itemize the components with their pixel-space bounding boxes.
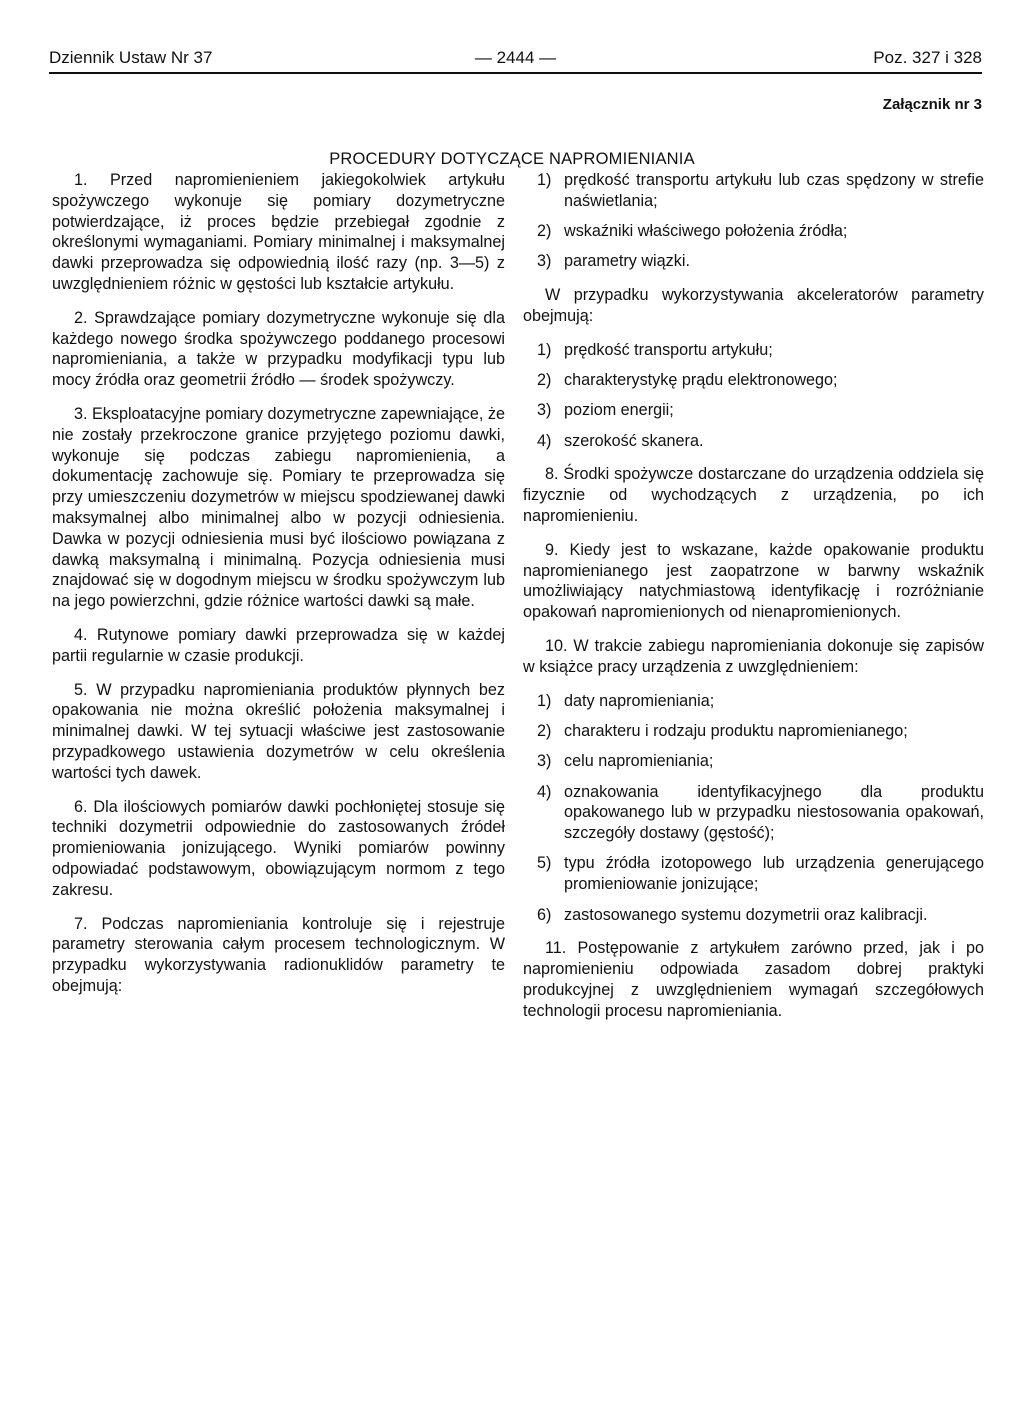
position-reference: Poz. 327 i 328 [873, 48, 982, 67]
list-number: 2) [537, 721, 552, 740]
paragraph-11: 11. Postępowanie z artykułem zarówno przed, jak i po napromienieniu odpowiada zasadom dobrej praktyki produkcyjnej z uwzględnieniem wymagań szczegółowych technologii procesu napromieniania. [523, 939, 984, 1020]
list-number: 1) [537, 340, 552, 359]
right-column [523, 170, 984, 1035]
paragraph-7: 7. Podczas napromieniania kontroluje się i rejestruje parametry sterowania całym procesem technologicznym. W przypadku wykorzystywania radionuklidów parametry te obejmują: [52, 914, 505, 995]
list-number: 4) [537, 782, 552, 801]
list-number: 2) [537, 222, 552, 241]
document-title: PROCEDURY DOTYCZĄCE NAPROMIENIANIA [329, 150, 695, 168]
list-text: daty napromieniania; [564, 691, 715, 710]
list-text: prędkość transportu artykułu lub czas spędzony w strefie naświetlania; [564, 171, 984, 210]
list-number: 3) [537, 752, 552, 771]
paragraph-4: 4. Rutynowe pomiary dawki przeprowadza się w każdej partii regularnie w czasie produkcji. [52, 625, 505, 665]
accelerator-param-item [523, 370, 984, 391]
list-number: 3) [537, 401, 552, 420]
paragraph-1: 1. Przed napromienieniem jakiegokolwiek artykułu spożywczego wykonuje się pomiary dozymetryczne potwierdzające, iż proces będzie przebiegał zgodnie z określonymi wymaganiami. Pomiary minimalnej i maksymalnej dawki przeprowadza się odpowiednią ilość razy (np. 3—5) z uwzględnieniem różnic w gęstości lub kształcie artykułu. [52, 171, 505, 293]
list-text: wskaźniki właściwego położenia źródła; [564, 222, 848, 241]
list-number: 1) [537, 691, 552, 710]
list-text: parametry wiązki. [564, 252, 690, 271]
list-text: poziom energii; [564, 401, 674, 420]
radionuclide-param-item [523, 251, 984, 272]
list-number: 5) [537, 854, 552, 873]
record-item [523, 853, 984, 895]
page-header [49, 46, 982, 74]
list-text: prędkość transportu artykułu; [564, 340, 773, 359]
paragraph-10: 10. W trakcie zabiegu napromieniania dokonuje się zapisów w książce pracy urządzenia z uwzględnieniem: [523, 637, 984, 676]
accelerator-param-item [523, 400, 984, 421]
list-text: zastosowanego systemu dozymetrii oraz kalibracji. [564, 905, 928, 924]
accelerator-param-item [523, 340, 984, 361]
list-text: charakteru i rodzaju produktu napromienianego; [564, 721, 908, 740]
list-number: 3) [537, 252, 552, 271]
record-item [523, 905, 984, 926]
list-text: szerokość skanera. [564, 431, 704, 450]
journal-name: Dziennik Ustaw Nr 37 [49, 48, 213, 67]
list-number: 2) [537, 371, 552, 390]
list-text: oznakowania identyfikacyjnego dla produktu opakowanego lub w przypadku niestosowania opakowań, szczegóły dostawy (gęstość); [564, 782, 984, 843]
paragraph-2: 2. Sprawdzające pomiary dozymetryczne wykonuje się dla każdego nowego środka spożywczego poddanego procesowi napromieniania, a także w przypadku modyfikacji typu lub mocy źródła oraz geometrii źródło — środek spożywczy. [52, 308, 505, 390]
record-item [523, 691, 984, 712]
accelerator-param-item [523, 431, 984, 452]
list-text: typu źródła izotopowego lub urządzenia generującego promieniowanie jonizujące; [564, 854, 984, 894]
paragraph-6: 6. Dla ilościowych pomiarów dawki pochłoniętej stosuje się techniki dozymetrii odpowiednie do zastosowanych źródeł promieniowania jonizującego. Wyniki pomiarów powinny odpowiadać podstawowym, obowiązującym normom z tego zakresu. [52, 797, 505, 899]
radionuclide-param-item [523, 170, 984, 212]
paragraph-3: 3. Eksploatacyjne pomiary dozymetryczne zapewniające, że nie zostały przekroczone granice przyjętego poziomu dawki, wykonuje się podczas zabiegu napromienienia, a dokumentację zachowuje się. Pomiary te przeprowadza się przy umieszczeniu dozymetrów w miejscu spodziewanej dawki maksymalnej albo minimalnej albo w pozycji odniesienia. Dawka w pozycji odniesienia musi być ilościowo powiązana z dawką maksymalną i minimalną. Pozycja odniesienia musi znajdować się w dogodnym miejscu w środku spożywczym lub na jego powierzchni, gdzie różnice wartości dawki są małe. [52, 404, 505, 611]
page-number: — 2444 — [474, 48, 557, 67]
list-number: 4) [537, 431, 552, 450]
paragraph-5: 5. W przypadku napromieniania produktów płynnych bez opakowania nie można określić położenia maksymalnej i minimalnej dawki. W tej sytuacji właściwe jest zastosowanie przypadkowego ustawienia dozymetrów w celu określenia wartości tych dawek. [52, 680, 505, 782]
record-item [523, 782, 984, 844]
paragraph-9: 9. Kiedy jest to wskazane, każde opakowanie produktu napromienianego jest zaopatrzone w barwny wskaźnik umożliwiający natychmiastową identyfikację i rozróżnianie opakowań napromienionych od nienapromienionych. [523, 540, 984, 622]
left-column [52, 170, 505, 1010]
list-text: charakterystykę prądu elektronowego; [564, 371, 838, 390]
record-item [523, 721, 984, 742]
list-number: 1) [537, 171, 552, 189]
list-number: 6) [537, 905, 552, 924]
record-item [523, 751, 984, 772]
radionuclide-param-item [523, 221, 984, 242]
accelerator-intro: W przypadku wykorzystywania akceleratorów parametry obejmują: [523, 286, 984, 325]
annex-label: Załącznik nr 3 [882, 96, 982, 113]
paragraph-8: 8. Środki spożywcze dostarczane do urządzenia oddziela się fizycznie od wychodzących z urządzenia, po ich napromienieniu. [523, 465, 984, 526]
list-text: celu napromieniania; [564, 752, 714, 771]
